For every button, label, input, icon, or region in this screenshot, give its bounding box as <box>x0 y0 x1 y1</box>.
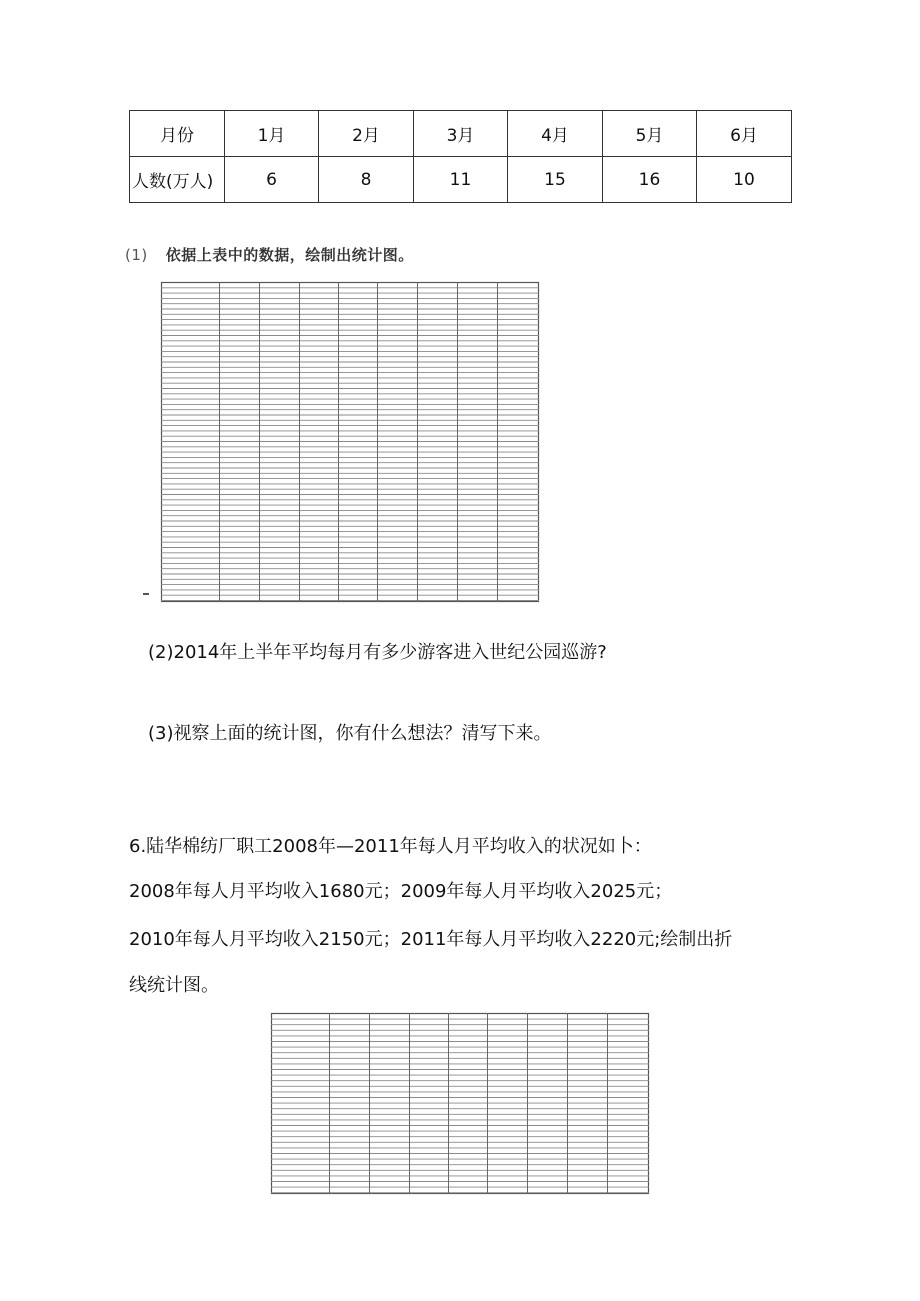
blank-chart-grid-1 <box>161 282 539 602</box>
visitor-data-table <box>129 110 792 203</box>
month-cell: 4月 <box>508 111 603 157</box>
row-label-cell: 人数(万人) <box>130 157 225 203</box>
table-value-row <box>130 157 792 203</box>
table-header-cell: 月份 <box>130 111 225 157</box>
blank-chart-grid-2 <box>271 1013 649 1194</box>
question-1-text: 依据上表中的数据，绘制出统计图。 <box>165 246 414 264</box>
question-1 <box>125 244 414 265</box>
month-cell: 5月 <box>603 111 697 157</box>
month-cell: 2月 <box>319 111 414 157</box>
month-cell: 3月 <box>414 111 508 157</box>
value-cell: 15 <box>508 157 603 203</box>
problem-6-line-2: 2008年每人月平均收入1680元；2009年每人月平均收入2025元； <box>129 881 673 902</box>
problem-6-line-4: 线统计图。 <box>129 975 219 996</box>
table-header-row <box>130 111 792 157</box>
question-1-number: (1) <box>125 246 148 264</box>
value-cell: 8 <box>319 157 414 203</box>
problem-6-line-1: 6.陆华棉纺厂职工2008年—2011年每人月平均收入的状况如卜： <box>129 836 652 857</box>
month-cell: 1月 <box>225 111 319 157</box>
value-cell: 11 <box>414 157 508 203</box>
question-3: (3)视察上面的统计图，你有什么想法？清写下来。 <box>148 723 552 744</box>
value-cell: 10 <box>697 157 792 203</box>
value-cell: 6 <box>225 157 319 203</box>
month-cell: 6月 <box>697 111 792 157</box>
grid-corner-mark <box>143 593 149 595</box>
value-cell: 16 <box>603 157 697 203</box>
problem-6-line-3: 2010年每人月平均收入2150元；2011年每人月平均收入2220元;绘制出折 <box>129 929 733 950</box>
question-2: (2)2014年上半年平均每月有多少游客进入世纪公园巡游? <box>148 642 607 663</box>
